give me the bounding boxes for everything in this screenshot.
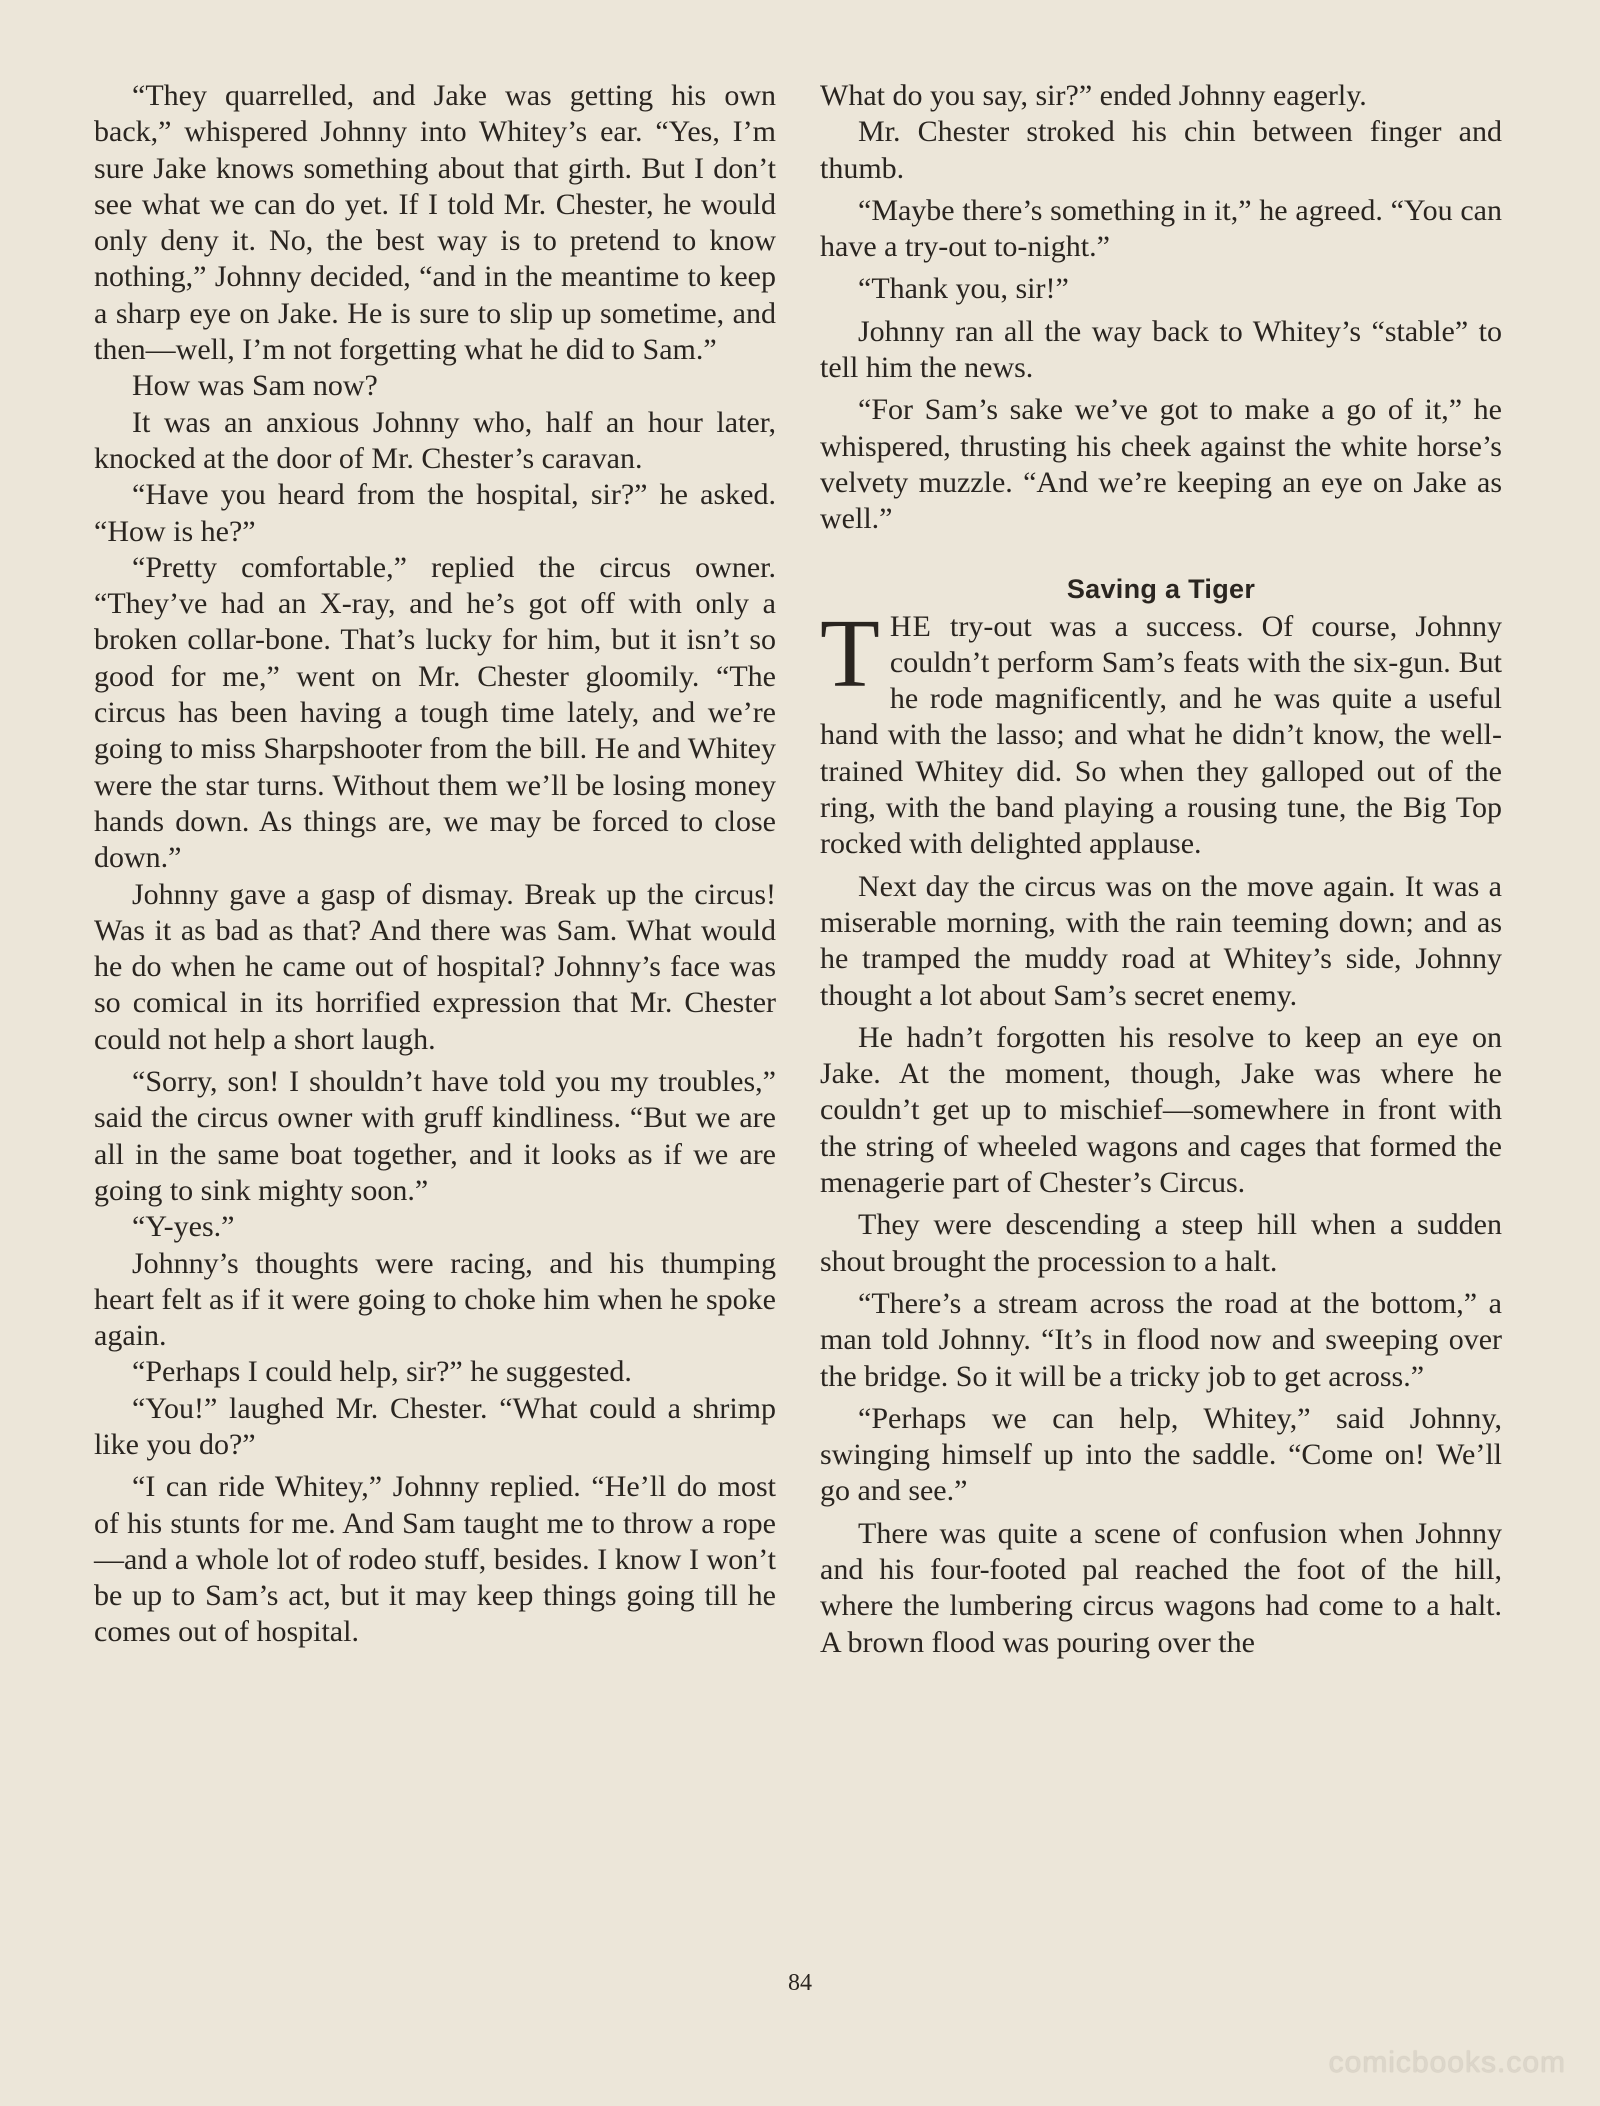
paragraph: Mr. Chester stroked his chin between finger and thumb. bbox=[820, 115, 1502, 185]
section-heading: Saving a Tiger bbox=[1066, 573, 1256, 604]
paragraph: “Sorry, son! I shouldn’t have told you my troubles,” said the circus owner with gruff kindliness. “But we are all in the same boat together, and it looks as if we are going to sink mighty soon.” bbox=[94, 1065, 776, 1207]
paragraph: It was an anxious Johnny who, half an hour later, knocked at the door of Mr. Chester’s caravan. bbox=[94, 405, 776, 475]
paragraph: “Pretty comfortable,” replied the circus owner. “They’ve had an X-ray, and he’s got off with only a broken collar-bone. That’s lucky for him, but it isn’t so good for me,” went on Mr. Chester gloomily. “The circus has been having a tough time lately, and we’re going to miss Sharpshooter from the bill. He and Whitey were the star turns. Without them we’ll be losing money hands down. As things are, we may be forced to close down.” bbox=[94, 550, 776, 875]
first-word-smallcaps: HE bbox=[889, 609, 932, 643]
paragraph: “There’s a stream across the road at the bottom,” a man told Johnny. “It’s in flood now and sweeping over the bridge. So it will be a tricky job to get across.” bbox=[820, 1286, 1502, 1393]
paragraph: Johnny ran all the way back to Whitey’s “stable” to tell him the news. bbox=[820, 314, 1502, 385]
paragraph: “They quarrelled, and Jake was getting his own back,” whispered Johnny into Whitey’s ear. “Yes, I’m sure Jake knows something about that girth. But I don’t see what we can do yet. If I told Mr. Chester, he would only deny it. No, the best way is to pretend to know nothing,” Johnny decided, “and in the meantime to keep a sharp eye on Jake. He is sure to slip up sometime, and then—well, I’m not forgetting what he did to Sam.” bbox=[94, 79, 776, 367]
paragraph: “For Sam’s sake we’ve got to make a go of it,” he whispered, thrusting his cheek against the white horse’s velvety muzzle. “And we’re keeping an eye on Jake as well.” bbox=[820, 393, 1502, 536]
page-number: 84 bbox=[788, 1970, 812, 1996]
right-column bbox=[820, 78, 1502, 1661]
drop-cap: T bbox=[820, 599, 880, 708]
paragraph: Johnny gave a gasp of dismay. Break up the circus! Was it as bad as that? And there was Sam. What would he do when he came out of hospital? Johnny’s face was so comical in its horrified expression that Mr. Chester could not help a short laugh. bbox=[94, 877, 776, 1056]
paragraph-with-dropcap bbox=[820, 599, 1502, 863]
paragraph: “You!” laughed Mr. Chester. “What could a shrimp like you do?” bbox=[94, 1391, 776, 1461]
paragraph: “Thank you, sir!” bbox=[858, 272, 1069, 306]
paragraph: “I can ride Whitey,” Johnny replied. “He’ll do most of his stunts for me. And Sam taught me to throw a rope—and a whole lot of rodeo stuff, besides. I know I won’t be up to Sam’s act, but it may keep things going till he comes out of hospital. bbox=[94, 1470, 776, 1649]
paragraph: “Have you heard from the hospital, sir?” he asked. “How is he?” bbox=[94, 478, 776, 548]
paragraph-continuation: What do you say, sir?” ended Johnny eagerly. bbox=[820, 79, 1367, 112]
paragraph: “Perhaps we can help, Whitey,” said Johnny, swinging himself up into the saddle. “Come on! We’ll go and see.” bbox=[820, 1401, 1502, 1508]
paragraph: “Perhaps I could help, sir?” he suggested. bbox=[132, 1355, 632, 1389]
paragraph: There was quite a scene of confusion when Johnny and his four-footed pal reached the foot of the hill, where the lumbering circus wagons had come to a halt. A brown flood was pouring over the bbox=[820, 1516, 1502, 1659]
paragraph: Next day the circus was on the move again. It was a miserable morning, with the rain teeming down; and as he tramped the muddy road at Whitey’s side, Johnny thought a lot about Sam’s secret enemy. bbox=[820, 869, 1502, 1012]
paragraph: They were descending a steep hill when a sudden shout brought the procession to a halt. bbox=[820, 1208, 1502, 1278]
left-column bbox=[94, 78, 776, 1651]
watermark: comicbooks.com bbox=[1328, 2046, 1566, 2079]
paragraph: Johnny’s thoughts were racing, and his thumping heart felt as if it were going to choke him when he spoke again. bbox=[94, 1246, 776, 1353]
paragraph-text: try-out was a success. Of course, Johnny couldn’t perform Sam’s feats with the six-gun. But he rode magnificently, and he was quite a useful hand with the lasso; and what he didn’t know, the well-trained Whitey did. So when they galloped out of the ring, with the band playing a rousing tune, the Big Top rocked with delighted applause. bbox=[820, 609, 1502, 861]
paragraph: “Maybe there’s something in it,” he agreed. “You can have a try-out to-night.” bbox=[820, 193, 1502, 264]
paragraph: How was Sam now? bbox=[132, 369, 378, 403]
paragraph: “Y-yes.” bbox=[132, 1210, 235, 1244]
paragraph: He hadn’t forgotten his resolve to keep an eye on Jake. At the moment, though, Jake was where he couldn’t get up to mischief—somewhere in front with the string of wheeled wagons and cages that formed the menagerie part of Chester’s Circus. bbox=[820, 1020, 1502, 1200]
